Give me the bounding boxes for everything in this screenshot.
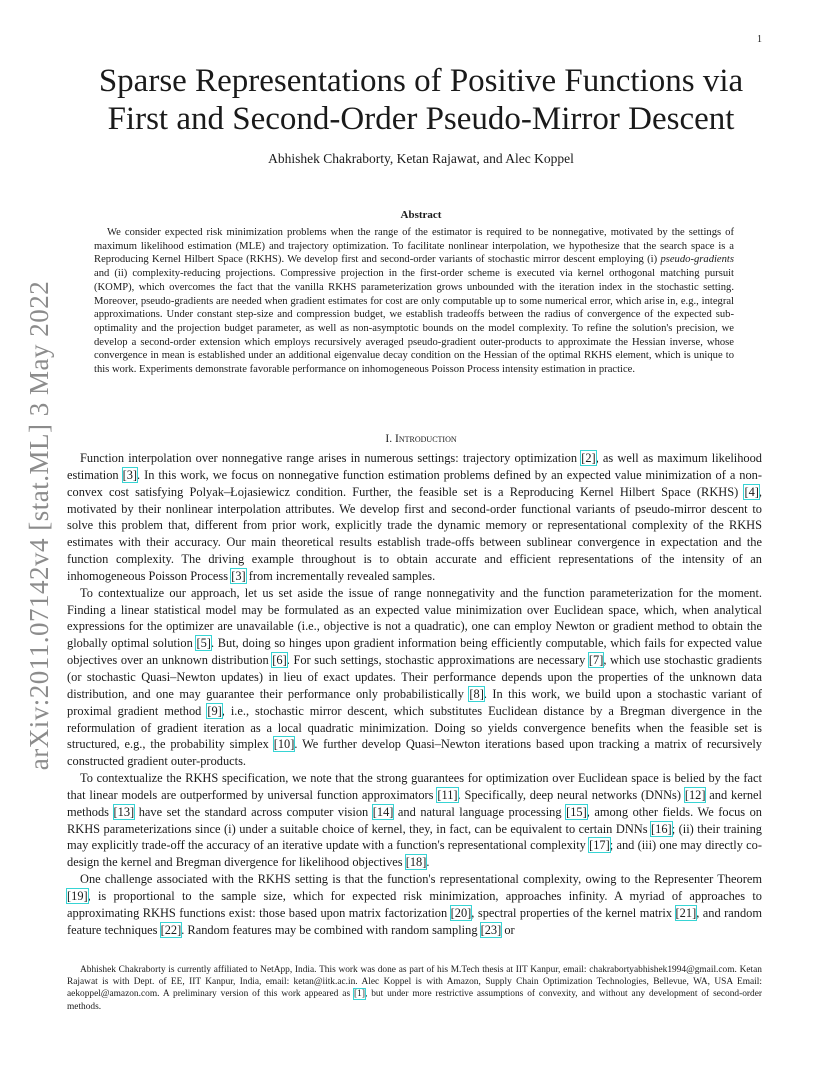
text-run: , among other fields. We focus on RKHS parameterizations since (i) under a suitable choice of kernel, they, in fact, can be equivalent to certain DNNs	[67, 804, 763, 836]
text-run: . For such settings, stochastic approximations are necessary	[286, 653, 589, 668]
citation-link[interactable]: [10]	[273, 737, 295, 752]
text-run: . Specifically, deep neural networks (DNNs)	[457, 787, 685, 802]
citation-link[interactable]: [21]	[675, 905, 697, 920]
text-run: , is proportional to the sample size, which for expected risk minimization, approaches infinity. A myriad of approaches to approximating RKHS functions exist: those based upon matrix factorization	[67, 888, 762, 920]
title-line-1: Sparse Representations of Positive Functions via	[98, 63, 744, 99]
abstract-part-2: and (ii) complexity-reducing projections. Compressive projection in the first-order scheme is executed via kernel orthogonal matching pursuit (KOMP), which overcomes the fact that the vanilla RKHS parameterization grows unbounded with the iteration index in the stochastic setting. Moreover, pseudo-gradients are needed when gradient estimates for cost are only computable up to some numerical error, which arise in, e.g., integral approximations. Under constant step-size and compression budget, we establish tradeoffs between the radius of convergence of the expected sub-optimality and the projection budget parameter, as well as non-asymptotic bounds on the model complexity. To refine the solution's precision, we develop a second-order extension which employs recursively averaged pseudo-gradient outer-products to approximate the Hessian inverse, whose convergence in mean is established under an additional eigenvalue decay condition on the Hessian of the optimal RKHS element, which is unique to this work. Experiments demonstrate favorable performance on inhomogeneous Poisson Process intensity estimation in practice.	[94, 268, 734, 376]
text-run: and natural language processing	[393, 804, 567, 819]
text-run: . In this work, we build upon a stochastic variant of proximal gradient method	[67, 686, 762, 718]
text-run: . Random features may be combined with random sampling	[181, 922, 481, 937]
citation-link[interactable]: [13]	[113, 804, 135, 819]
text-run: Function interpolation over nonnegative range arises in numerous settings: trajectory optimization	[80, 451, 582, 465]
paragraph-3	[67, 770, 762, 871]
abstract-part-1: We consider expected risk minimization problems when the range of the estimator is required to be nonnegative, motivated by the settings of maximum likelihood estimation (MLE) and trajectory optimization. To facilitate nonlinear interpolation, we hypothesize that the search space is a Reproducing Kernel Hilbert Space (RKHS). We develop first and second-order variants of stochastic mirror descent employing (i)	[94, 227, 734, 266]
footnote-text: , but under more restrictive assumptions of convexity, and without any development of second-order methods.	[67, 989, 763, 1012]
footnote-text: Abhishek Chakraborty is currently affiliated to NetApp, India. This work was done as part of his M.Tech thesis at IIT Kanpur, email: chakrabortyabhishek1994@gmail.com. Ketan Rajawat is with Dept. of EE, IIT Kanpur, India, email: ketan@iitk.ac.in. Alec Koppel is with Amazon, Supply Chain Optimization Technologies, Bellevue, WA, USA Email: aekoppel@amazon.com. A preliminary version of this work appeared as	[67, 965, 762, 1000]
text-run: . In this work, we focus on nonnegative function estimation problems defined by an expected value minimization of a non-convex cost satisfying Polyak–Łojasiewicz condition. Further, the feasible set is a Reproducing Kernel Hilbert Space (RKHS)	[67, 467, 763, 499]
text-run: , i.e., stochastic mirror descent, which substitutes Euclidean distance by a Bregman divergence in the reformulation of gradient iteration as a local quadratic minimization. Doing so yields convergence benefits when the feasible set is structured, e.g., the probability simplex	[67, 703, 762, 752]
arxiv-identifier-text: arXiv:2011.07142v4 [stat.ML] 3 May 2022	[24, 280, 55, 770]
citation-link[interactable]: [12]	[684, 787, 706, 802]
citation-link[interactable]: [22]	[160, 922, 182, 937]
text-run: . We further develop Quasi–Newton iterations based upon tracking a matrix of recursively constructed gradient outer-products.	[67, 737, 762, 769]
text-run: or	[501, 922, 515, 937]
citation-link[interactable]: [17]	[589, 838, 610, 853]
text-run: and kernel methods	[67, 787, 762, 819]
citation-link[interactable]: [5]	[196, 636, 211, 651]
text-run: .	[426, 855, 430, 870]
citation-link[interactable]: [7]	[588, 653, 604, 668]
paragraph-4	[67, 871, 762, 938]
citation-link[interactable]: [18]	[405, 855, 427, 870]
citation-link[interactable]: [19]	[67, 888, 88, 903]
text-run: from incrementally revealed samples.	[245, 568, 436, 583]
text-run: . But, doing so hinges upon gradient information being efficiently computable, which fails for expected value objectives over an unknown distribution	[67, 636, 762, 668]
text-run: , and random feature techniques	[67, 905, 762, 937]
text-run: To contextualize the RKHS specification, we note that the strong guarantees for optimization over Euclidean space is belied by the fact that linear models are outperformed by universal function approximators	[67, 771, 762, 802]
citation-link[interactable]: [8]	[469, 686, 484, 701]
citation-link[interactable]: [23]	[480, 922, 502, 937]
citation-link[interactable]: [1]	[354, 989, 365, 1000]
title-line-2: First and Second-Order Pseudo-Mirror Descent	[107, 101, 735, 137]
author-list: Abhishek Chakraborty, Ketan Rajawat, and Alec Koppel	[268, 151, 574, 166]
citation-link[interactable]: [11]	[437, 787, 458, 802]
section-heading-introduction: I. Introduction	[385, 432, 457, 445]
citation-link[interactable]: [9]	[207, 703, 222, 718]
text-run: , spectral properties of the kernel matrix	[471, 905, 676, 920]
footnote	[67, 964, 762, 1013]
text-run: have set the standard across computer vision	[134, 804, 373, 819]
paragraph-2	[67, 585, 762, 770]
abstract-heading: Abstract	[400, 209, 442, 221]
abstract-emphasis: pseudo-gradients	[660, 254, 734, 266]
text-run: , motivated by their nonlinear interpolation attributes. We develop first and second-order functional variants of pseudo-mirror descent to solve this problem that, different from prior work, explicitly trade the dynamic memory or representational complexity of the RKHS estimates with their accuracy. Our main theoretical results establish trade-offs between sublinear convergence in expectation and the function complexity. The driving example throughout is to obtain accurate and efficient representations of the intensity of an inhomogeneous Poisson Process	[67, 484, 762, 583]
paragraph-1	[67, 450, 762, 585]
citation-link[interactable]: [3]	[122, 467, 138, 482]
citation-link[interactable]: [4]	[744, 484, 759, 499]
arxiv-identifier	[20, 280, 60, 770]
citation-link[interactable]: [15]	[566, 804, 587, 819]
text-run: To contextualize our approach, let us set aside the issue of range nonnegativity and the function parameterization for the moment. Finding a linear statistical model may be formulated as an expected value minimization over Euclidean space, which, when analytical expressions for the optimizer are unavailable (i.e., objective is not a quadratic), one can employ Newton or gradient method to obtain the globally optimal solution	[67, 585, 762, 651]
text-run: One challenge associated with the RKHS setting is that the function's representational complexity, owing to the Representer Theorem	[80, 872, 762, 887]
text-run: ; and (iii) one may directly co-design the kernel and Bregman divergence for likelihood objectives	[67, 838, 762, 870]
citation-link[interactable]: [3]	[231, 568, 246, 583]
page-number: 1	[757, 34, 762, 45]
citation-link[interactable]: [14]	[372, 804, 394, 819]
paper-title	[76, 62, 766, 138]
text-run: , which use stochastic gradients (or stochastic Quasi–Newton updates) in lieu of exact updates. Their performance depends upon the properties of the unknown data distribution, and one may guarantee their performance only probabilistically	[67, 653, 762, 701]
citation-link[interactable]: [16]	[651, 821, 672, 836]
text-run: , as well as maximum likelihood estimation	[67, 451, 763, 482]
citation-link[interactable]: [6]	[272, 653, 287, 668]
abstract-text	[94, 226, 734, 377]
citation-link[interactable]: [20]	[450, 905, 472, 920]
citation-link[interactable]: [2]	[581, 451, 596, 465]
text-run: ; (ii) their training may explicitly trade-off the accuracy of an iterative update with a function's representational complexity	[67, 821, 762, 853]
introduction-body	[67, 450, 762, 938]
